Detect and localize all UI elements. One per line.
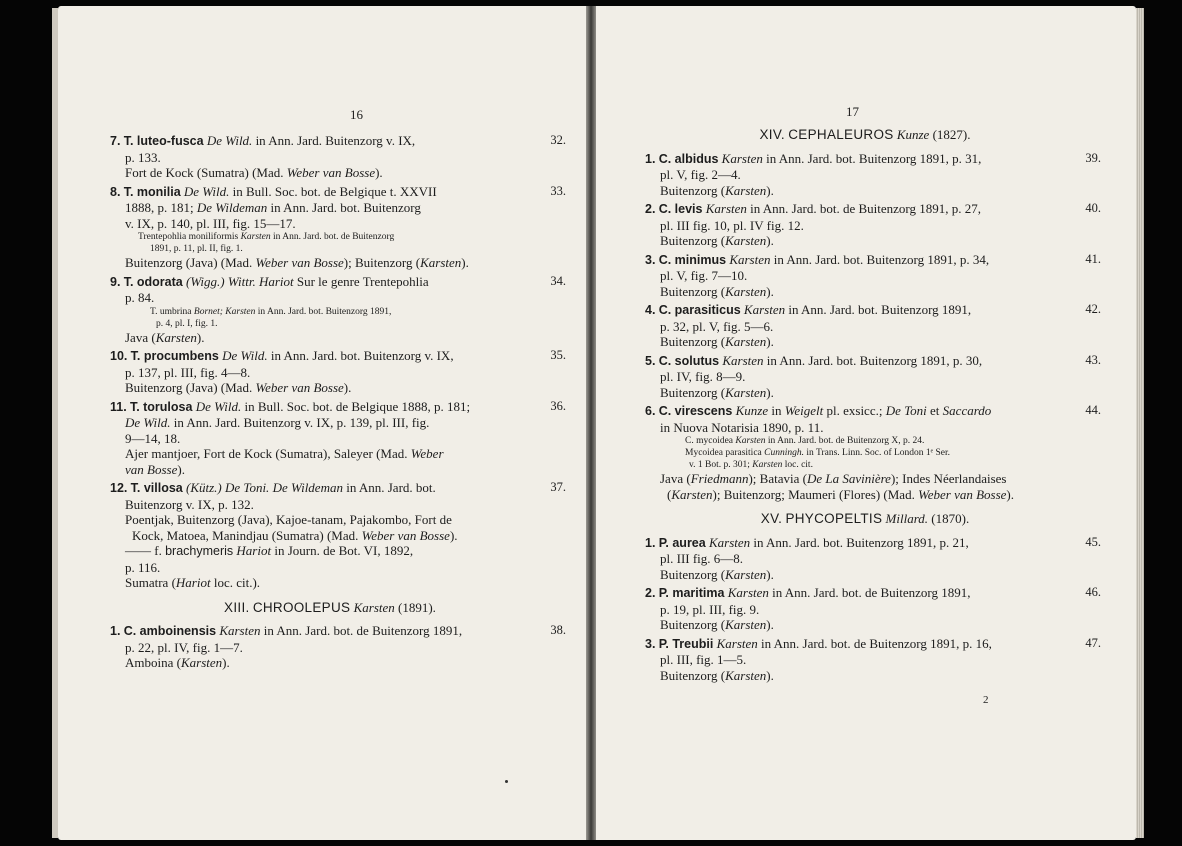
signature-mark: 2 — [983, 694, 989, 706]
variety-name: brachymeris — [165, 544, 234, 558]
entry-phycopeltis-3: 47. 3. P. Treubii Karsten in Ann. Jard. bot. de Buitenzorg 1891, p. 16, pl. III, fig. 1—5. Buitenzorg (Karsten). — [645, 635, 1101, 683]
ref-number: 41. — [1085, 251, 1101, 266]
book-spine — [586, 6, 596, 840]
species-name: C. albidus — [658, 151, 719, 166]
ref-number: 47. — [1085, 635, 1101, 650]
ref-number: 45. — [1085, 534, 1101, 549]
ink-speck — [505, 780, 508, 783]
species-name: C. virescens — [658, 404, 733, 418]
species-name: T. monilia — [123, 184, 181, 199]
species-name: C. amboinensis — [123, 624, 217, 638]
species-name: T. procumbens — [130, 349, 219, 363]
section-heading-xiv: XIV. CEPHALEUROS Kunze (1827). — [759, 127, 971, 142]
species-name: C. minimus — [658, 252, 727, 267]
species-name: T. villosa — [130, 481, 183, 495]
entry-9: 34. 9. T. odorata (Wigg.) Wittr. Hariot Sur le genre Trentepohlia p. 84. T. umbrina Bornet; Karsten in Ann. Jard. bot. Buitenzorg 1891, p. 4, pl. I, fig. 1. Java (Karsten). — [110, 273, 566, 345]
entry-cephaleuros-4: 42. 4. C. parasiticus Karsten in Ann. Jard. bot. Buitenzorg 1891, p. 32, pl. V, fig. 5—6. Buitenzorg (Karsten). — [645, 302, 1101, 349]
section-heading-xv: XV. PHYCOPELTIS Millard. (1870). — [760, 511, 970, 526]
species-name: C. parasiticus — [658, 303, 741, 317]
entry-cephaleuros-3: 41. 3. C. minimus Karsten in Ann. Jard. bot. Buitenzorg 1891, p. 34, pl. V, fig. 7—10. Buitenzorg (Karsten). — [645, 251, 1101, 299]
entry-11: 36. 11. T. torulosa De Wild. in Bull. Soc. bot. de Belgique 1888, p. 181; De Wild. in Ann. Jard. Buitenzorg v. IX, p. 139, pl. III, fig. 9—14, 18. Ajer mantjoer, Fort de Kock (Sumatra), Saleyer (Mad. Weber van Bosse). — [110, 398, 566, 477]
ref-number: 42. — [1085, 302, 1101, 316]
species-name: C. solutus — [658, 353, 720, 368]
ref-number: 38. — [550, 623, 566, 637]
species-name: P. aurea — [658, 535, 706, 550]
ref-number: 46. — [1085, 585, 1101, 599]
ref-number: 33. — [550, 183, 566, 198]
entry-12: 37. 12. T. villosa (Kütz.) De Toni. De Wildeman in Ann. Jard. bot. Buitenzorg v. IX, p. 132. Poentjak, Buitenzorg (Java), Kajoe-tanam, Pajakombo, Fort de Kock, Matoea, Manindjau (Sumatra) (Mad. Weber van Bosse). —— f. brachymeris Hariot in Journ. de Bot. VI, 1892, p. 116. Sumatra (Hariot loc. cit.). — [110, 480, 566, 590]
entry-cephaleuros-5: 43. 5. C. solutus Karsten in Ann. Jard. bot. Buitenzorg 1891, p. 30, pl. IV, fig. 8—9. Buitenzorg (Karsten). — [645, 352, 1101, 400]
species-name: P. maritima — [658, 586, 725, 600]
entry-phycopeltis-1: 45. 1. P. aurea Karsten in Ann. Jard. bot. Buitenzorg 1891, p. 21, pl. III fig. 6—8. Buitenzorg (Karsten). — [645, 534, 1101, 582]
entry-7: 32. 7. T. luteo-fusca De Wild. in Ann. Jard. Buitenzorg v. IX, p. 133. Fort de Kock (Sumatra) (Mad. Weber van Bosse). — [110, 133, 566, 180]
ref-number: 35. — [550, 348, 566, 362]
ref-number: 44. — [1085, 403, 1101, 417]
species-name: C. levis — [658, 202, 703, 216]
ref-number: 36. — [550, 398, 566, 413]
ref-number: 34. — [550, 273, 566, 288]
ref-number: 39. — [1085, 150, 1101, 165]
entry-chroolepus-1: 38. 1. C. amboinensis Karsten in Ann. Jard. bot. de Buitenzorg 1891, p. 22, pl. IV, fig. 1—7. Amboina (Karsten). — [110, 623, 566, 670]
right-page-text — [645, 127, 1101, 686]
synonym: Mycoidea parasitica Cunningh. in Trans. Linn. Soc. of London 1ᵉ Ser. — [685, 448, 950, 458]
ref-number: 37. — [550, 480, 566, 494]
synonym: T. umbrina Bornet; Karsten in Ann. Jard. bot. Buitenzorg 1891, — [150, 306, 392, 317]
synonym: Trentepohlia moniliformis Karsten in Ann. Jard. bot. de Buitenzorg — [138, 232, 395, 242]
left-page-text — [110, 133, 566, 674]
right-page-edges — [1136, 8, 1144, 838]
species-name: T. luteo-fusca — [123, 134, 204, 148]
synonym: C. mycoidea Karsten in Ann. Jard. bot. de Buitenzorg X, p. 24. — [685, 436, 925, 446]
entry-cephaleuros-2: 40. 2. C. levis Karsten in Ann. Jard. bot. de Buitenzorg 1891, p. 27, pl. III fig. 10, pl. IV fig. 12. Buitenzorg (Karsten). — [645, 201, 1101, 248]
entry-8: 33. 8. T. monilia De Wild. in Bull. Soc. bot. de Belgique t. XXVII 1888, p. 181; De Wildeman in Ann. Jard. bot. Buitenzorg v. IX, p. 140, pl. III, fig. 15—17. Trentepohlia moniliformis Karsten in Ann. Jard. bot. de Buitenzorg 1891, p. 11, pl. II, fig. 1. Buitenzorg (Java) (Mad. Weber van Bosse); Buitenzorg (Karsten). — [110, 183, 566, 270]
ref-number: 40. — [1085, 201, 1101, 215]
right-page-number: 17 — [846, 104, 859, 119]
left-page-number: 16 — [350, 107, 363, 122]
species-name: T. odorata — [123, 274, 183, 289]
ref-number: 43. — [1085, 352, 1101, 367]
ref-number: 32. — [550, 133, 566, 147]
entry-10: 35. 10. T. procumbens De Wild. in Ann. Jard. bot. Buitenzorg v. IX, p. 137, pl. III, fig. 4—8. Buitenzorg (Java) (Mad. Weber van Bosse). — [110, 348, 566, 395]
entry-cephaleuros-1: 39. 1. C. albidus Karsten in Ann. Jard. bot. Buitenzorg 1891, p. 31, pl. V, fig. 2—4. Buitenzorg (Karsten). — [645, 150, 1101, 198]
entry-phycopeltis-2: 46. 2. P. maritima Karsten in Ann. Jard. bot. de Buitenzorg 1891, p. 19, pl. III, fig. 9. Buitenzorg (Karsten). — [645, 585, 1101, 632]
section-heading-xiii: XIII. CHROOLEPUS Karsten (1891). — [224, 599, 436, 615]
species-name: P. Treubii — [658, 636, 714, 651]
entry-cephaleuros-6: 44. 6. C. virescens Kunze in Weigelt pl. exsicc.; De Toni et Saccardo in Nuova Notarisia 1890, p. 11. C. mycoidea Karsten in Ann. Jard. bot. de Buitenzorg X, p. 24. Mycoidea parasitica Cunningh. in Trans. Linn. Soc. of London 1ᵉ Ser. v. 1 Bot. p. 301; Karsten loc. cit. Java (Friedmann); Batavia (De La Savinière); Indes Néerlandaises (Karsten); Buitenzorg; Maumeri (Flores) (Mad. Weber van Bosse). — [645, 403, 1101, 502]
species-name: T. torulosa — [129, 399, 193, 414]
